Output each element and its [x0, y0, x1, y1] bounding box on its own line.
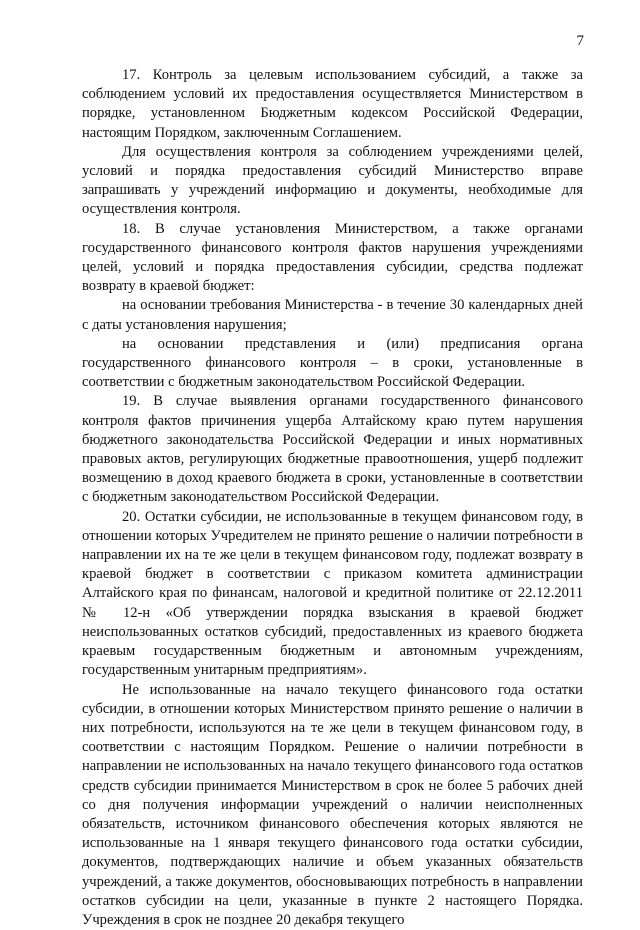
paragraph-17: 17. Контроль за целевым использованием субсидий, а также за соблюдением условий их предоставления осуществляется Министерством в порядке, установленном Бюджетным кодексом Российской Федерации, настоящим Порядком, заключенным Соглашением.: [82, 66, 583, 143]
page-number: 7: [577, 32, 585, 50]
paragraph-18: 18. В случае установления Министерством, а также органами государственного финансового контроля фактов нарушения учреждениями целей, условий и порядка предоставления субсидии, средства подлежат возврату в краевой бюджет:: [82, 220, 583, 297]
paragraph-18-ministry-demand: на основании требования Министерства - в течение 30 календарных дней с даты установления нарушения;: [82, 296, 583, 334]
paragraph-20-unused-balances: Не использованные на начало текущего финансового года остатки субсидии, в отношении которых Министерством принято решение о наличии в них потребности, используются на те же цели в текущем финансовом году, в соответствии с настоящим Порядком. Решение о наличии потребности в направлении не использованных на начало текущего финансового года остатков средств субсидии принимается Министерством в срок не более 5 рабочих дней со дня получения информации учреждений о наличии неисполненных обязательств, источником финансового обеспечения которых являются не использованные на 1 января текущего финансового года остатки субсидии, документов, подтверждающих наличие и объем указанных обязательств учреждений, а также документов, обосновывающих потребность в направлении остатков субсидии на цели, указанные в пункте 2 настоящего Порядка. Учреждения в срок не позднее 20 декабря текущего: [82, 681, 583, 930]
paragraph-20: 20. Остатки субсидии, не использованные в текущем финансовом году, в отношении которых Учредителем не принято решение о наличии потребности в направлении их на те же цели в текущем финансовом году, подлежат возврату в краевой бюджет в соответствии с приказом комитета администрации Алтайского края по финансам, налоговой и кредитной политике от 22.12.2011 № 12-н «Об утверждении порядка взыскания в краевой бюджет неиспользованных остатков субсидий, предоставленных из краевого бюджета краевым государственным бюджетным и автономным учреждениям, государственным унитарным предприятиям».: [82, 508, 583, 681]
paragraph-18-control-body: на основании представления и (или) предписания органа государственного финансового контроля – в сроки, установленные в соответствии с бюджетным законодательством Российской Федерации.: [82, 335, 583, 393]
document-body: [82, 66, 583, 930]
paragraph-19: 19. В случае выявления органами государственного финансового контроля фактов причинения ущерба Алтайскому краю путем нарушения бюджетного законодательства Российской Федерации и иных нормативных правовых актов, регулирующих бюджетные правоотношения, ущерб подлежит возмещению в доход краевого бюджета в сроки, установленные в соответствии с бюджетным законодательством Российской Федерации.: [82, 392, 583, 507]
paragraph-17-control: Для осуществления контроля за соблюдением учреждениями целей, условий и порядка предоставления субсидий Министерство вправе запрашивать у учреждений информацию и документы, необходимые для осуществления контроля.: [82, 143, 583, 220]
